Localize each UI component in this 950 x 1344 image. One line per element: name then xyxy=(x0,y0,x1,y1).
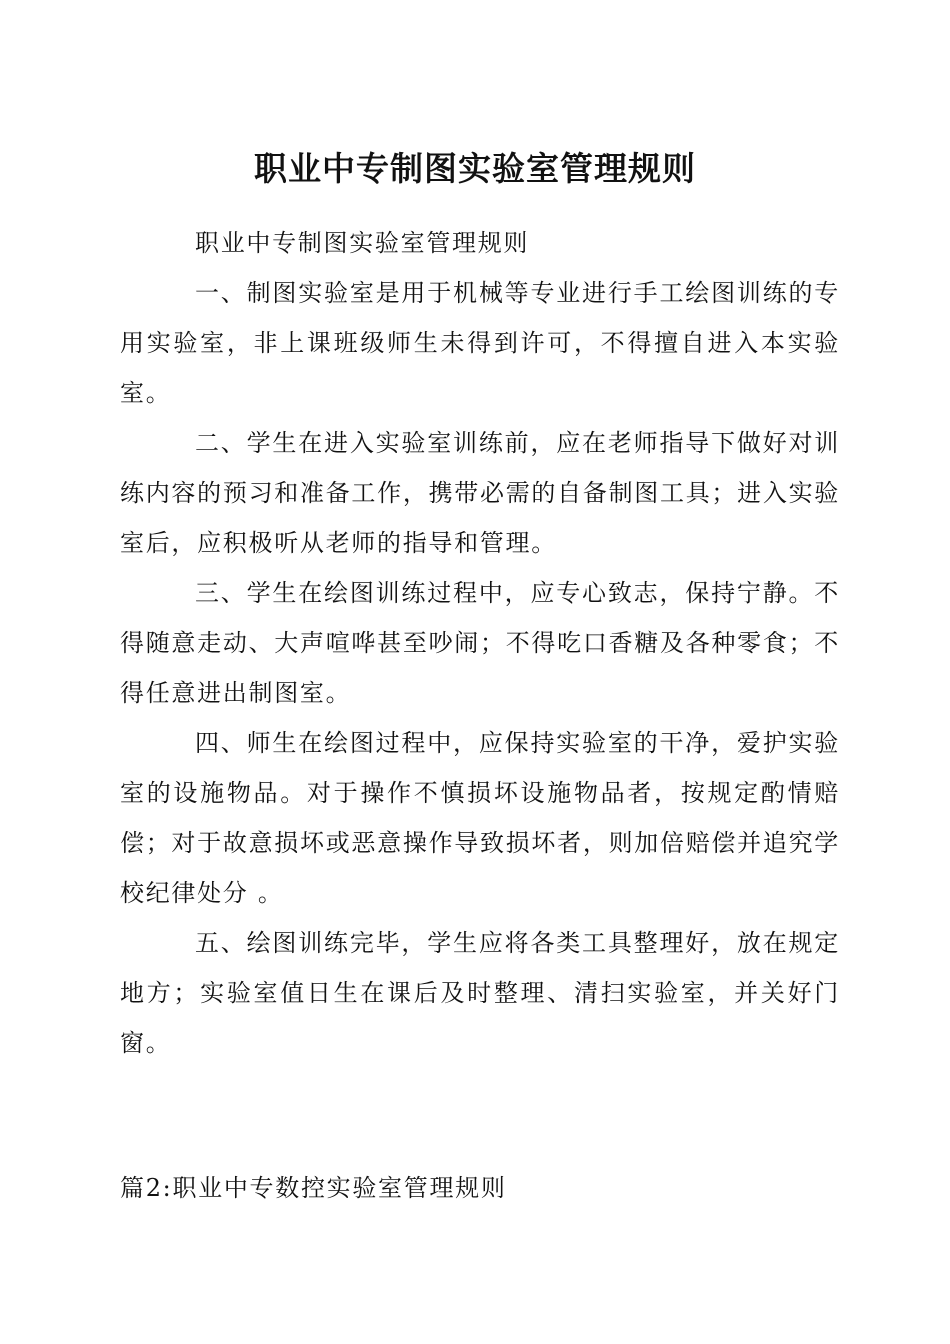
document-subtitle: 职业中专制图实验室管理规则 xyxy=(195,229,530,257)
rule-paragraph-3: 三、学生在绘图训练过程中，应专心致志，保持宁静。不得随意走动、大声喧哗甚至吵闹；不得吃口香糖及各种零食；不得任意进出制图室。 xyxy=(120,579,840,707)
rule-paragraph-4: 四、师生在绘图过程中，应保持实验室的干净，爱护实验室的设施物品。对于操作不慎损坏设施物品者，按规定酌情赔偿；对于故意损坏或恶意操作导致损坏者，则加倍赔偿并追究学校纪律处分 。 xyxy=(120,729,840,907)
rule-paragraph-1: 一、制图实验室是用于机械等专业进行手工绘图训练的专用实验室，非上课班级师生未得到许可，不得擅自进入本实验室。 xyxy=(120,279,840,407)
next-section-heading: 篇2:职业中专数控实验室管理规则 xyxy=(120,1174,507,1202)
document-title: 职业中专制图实验室管理规则 xyxy=(254,149,696,188)
rule-paragraph-5: 五、绘图训练完毕，学生应将各类工具整理好，放在规定地方；实验室值日生在课后及时整理、清扫实验室，并关好门窗。 xyxy=(120,929,840,1057)
rule-paragraph-2: 二、学生在进入实验室训练前，应在老师指导下做好对训练内容的预习和准备工作，携带必需的自备制图工具；进入实验室后，应积极听从老师的指导和管理。 xyxy=(120,429,840,557)
